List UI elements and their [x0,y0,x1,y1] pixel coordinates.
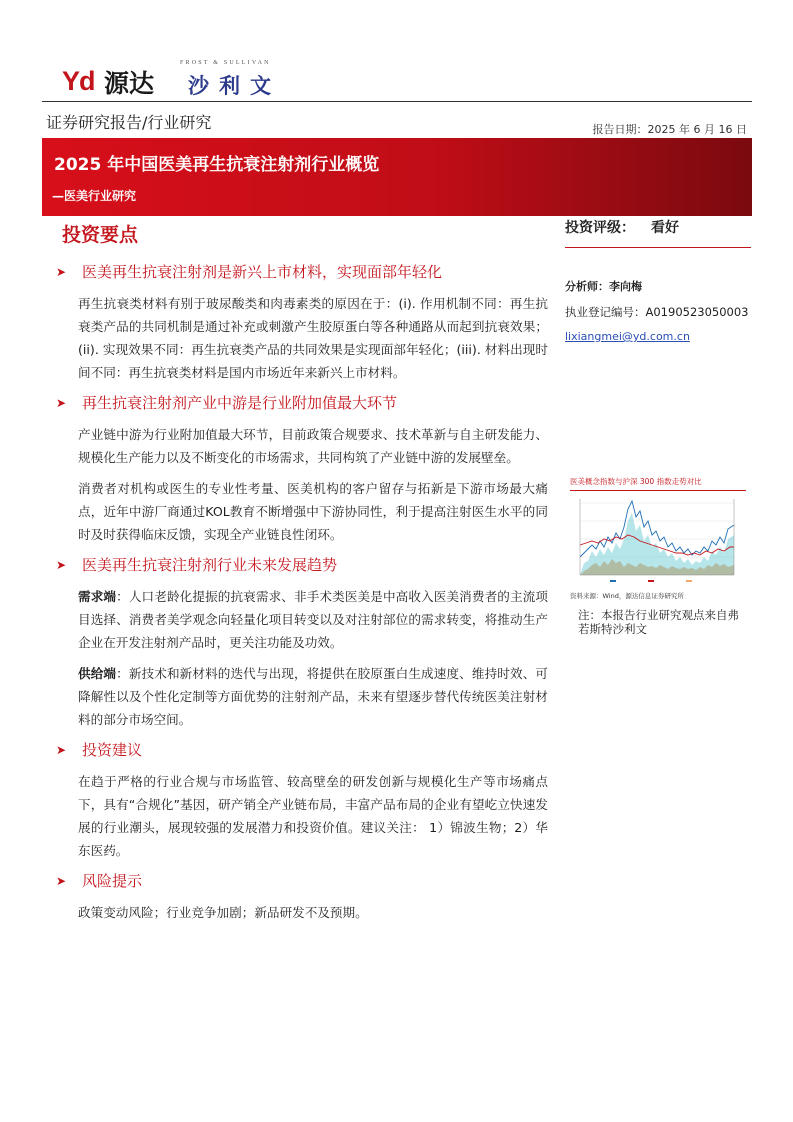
report-type: 证券研究报告/行业研究 [46,113,212,132]
paragraph: 消费者对机构或医生的专业性考量、医美机构的客户留存与拓新是下游市场最大痛点，近年中游厂商通过KOL教育不断增强中下游协同性，利于提高注射医生水平的同时及时获得临床反馈，实现全产业链良性闭环。 [78,481,548,542]
index-comparison-chart [570,476,746,600]
paragraph [78,662,548,731]
para-label: 需求端 [78,589,117,604]
point-heading [56,554,548,575]
frost-sullivan-logo-cn: 沙利文 [188,74,281,98]
point-heading [56,739,548,760]
analyst-email-link[interactable]: lixiangmei@yd.com.cn [565,330,690,343]
paragraph: 在趋于严格的行业合规与市场监管、较高壁垒的研发创新与规模化生产等市场痛点下，具有“合规化”基因，研产销全产业链布局，丰富产品布局的企业有望屹立快速发展的行业潮头，展现较强的发展潜力和投资价值。建议关注： 1）锦波生物；2）华东医药。 [78,774,548,858]
paragraph: 产业链中游为行业附加值最大环节，目前政策合规要求、技术革新与自主研发能力、规模化生产能力以及不断变化的市场需求，共同构筑了产业链中游的发展壁垒。 [78,427,548,465]
rating-value: 看好 [651,220,679,236]
frost-sullivan-logo-en: FROST & SULLIVAN [180,60,271,66]
chart-title: 医美概念指数与沪深 300 指数走势对比 [570,476,746,491]
investment-highlights [58,220,548,932]
legend-swatch [686,580,692,582]
point-title: 医美再生抗衰注射剂行业未来发展趋势 [82,556,338,574]
yd-logo: Yd [62,66,95,96]
report-subtitle: —医美行业研究 [52,189,137,203]
arrow-bullet-icon: ➤ [56,395,67,410]
point-title: 医美再生抗衰注射剂是新兴上市材料，实现面部年轻化 [82,263,443,281]
point-heading [56,870,548,891]
paragraph: 政策变动风险；行业竞争加剧；新品研发不及预期。 [78,905,368,920]
point-title: 投资建议 [82,741,143,759]
chart-graphic [570,491,746,585]
para-text: ：人口老龄化提振的抗衰需求、非手术类医美是中高收入医美消费者的主流项目选择、消费者美学观念向轻量化项目转变以及对注射部位的需求转变，将推动生产企业在开发注射剂产品时，更关注功能及功效。 [78,589,549,650]
arrow-bullet-icon: ➤ [56,873,67,888]
research-note: 注：本报告行业研究观点来自弗若斯特沙利文 [578,608,739,636]
arrow-bullet-icon: ➤ [56,557,67,572]
rating-label: 投资评级： [565,220,635,236]
report-date: 报告日期：2025 年 6 月 16 日 [592,123,747,136]
chart-legend [610,580,692,582]
legend-swatch [610,580,616,582]
paragraph [78,585,548,654]
license-number: 执业登记编号：A0190523050003 [565,305,749,319]
legend-swatch [648,580,654,582]
point-heading [56,261,548,282]
point-title: 风险提示 [82,872,143,890]
report-title: 2025 年中国医美再生抗衰注射剂行业概览 [54,155,380,175]
para-text: ：新技术和新材料的迭代与出现，将提供在胶原蛋白生成速度、维持时效、可降解性以及个性化定制等方面优势的注射剂产品，未来有望逐步替代传统医美注射材料的部分市场空间。 [78,666,549,727]
section-title: 投资要点 [62,224,139,246]
header-rule [42,101,752,102]
arrow-bullet-icon: ➤ [56,742,67,757]
arrow-bullet-icon: ➤ [56,264,67,279]
paragraph: 再生抗衰类材料有别于玻尿酸类和肉毒素类的原因在于：(i). 作用机制不同：再生抗衰类产品的共同机制是通过补充或刺激产生胶原蛋白等各种通路从而起到抗衰效果；(ii). 实现效果不同：再生抗衰类产品的共同效果是实现面部年轻化；(iii). 材料出现时间不同：再生抗衰类材料是国内市场近年来新兴上市材料。 [78,296,548,380]
point-title: 再生抗衰注射剂产业中游是行业附加值最大环节 [82,394,398,412]
sidebar [565,217,751,343]
yuanda-logo-text: 源达 [104,69,155,98]
analyst-name: 分析师：李向梅 [565,280,642,293]
para-label: 供给端 [78,666,117,681]
chart-source: 资料来源：Wind，源达信息证券研究所 [570,592,684,600]
point-heading [56,392,548,413]
title-banner [42,138,752,216]
investment-rating [565,217,751,248]
